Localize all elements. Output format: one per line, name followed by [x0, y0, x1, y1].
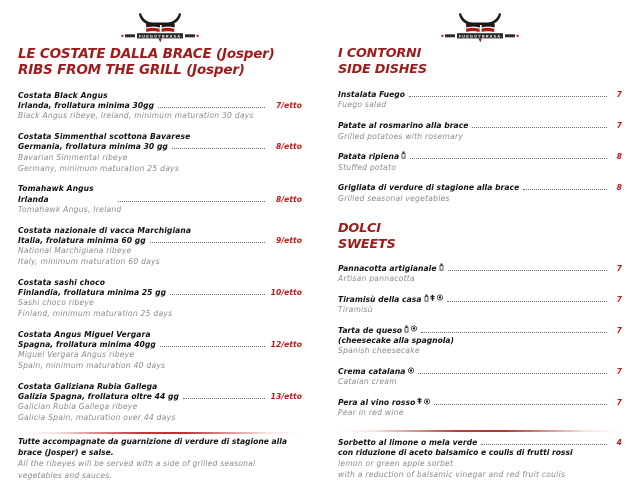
bottom-divider [20, 432, 300, 434]
item-price: 8/etto [276, 142, 302, 152]
item-price: 7 [616, 367, 622, 377]
item-price: 7 [616, 325, 622, 335]
item-description: Pear in red wine [338, 408, 404, 418]
item-name: Pannacotta artigianale [338, 263, 437, 273]
item-title: Costata Simmenthal scottona Bavarese [18, 132, 191, 142]
menu-item [338, 152, 622, 173]
item-price: 8/etto [276, 194, 302, 204]
allergen-list [439, 263, 444, 270]
menu-item [338, 398, 622, 419]
item-name: Sorbetto al limone o mela verde [338, 438, 478, 448]
item-origin-label: Irlanda [18, 194, 49, 204]
leader-dots [523, 189, 607, 190]
menu-item [18, 226, 302, 268]
item-description: Grilled seasonal vegetables [338, 193, 450, 203]
item-description: Grilled potatoes with rosemary [338, 131, 464, 141]
leader-dots [160, 346, 265, 347]
item-title: Costata Black Angus [18, 90, 108, 100]
note-english-line: All the ribeyes will be served with a side of grilled seasonal [18, 459, 256, 469]
right-column [320, 0, 640, 479]
item-price-row [338, 121, 622, 131]
item-price-row [18, 340, 302, 350]
milk-allergen-icon [439, 263, 444, 270]
item-origin-label: Finlandia, frollatura minima 25 gg [18, 287, 167, 297]
item-price: 8 [616, 183, 622, 193]
allergen-list [417, 398, 430, 405]
milk-allergen-icon [424, 294, 429, 301]
note-english-line: vegetables and sauces. [18, 470, 113, 480]
menu-item [18, 278, 302, 320]
leader-dots [410, 158, 607, 159]
item-description: with a reduction of balsamic vinegar and red fruit coulis [338, 469, 566, 479]
item-price: 7 [616, 398, 622, 408]
item-price: 7 [616, 121, 622, 131]
item-price: 9/etto [276, 235, 302, 245]
leader-dots [172, 148, 265, 149]
menu-item [338, 90, 622, 111]
item-origin-label: Galizia Spagna, frollatura oltre 44 gg [18, 392, 179, 401]
heading-english: SWEETS [338, 236, 396, 252]
menu-item [18, 382, 302, 424]
item-price: 4 [616, 438, 622, 448]
allergen-list [424, 294, 443, 301]
item-price-row [18, 195, 302, 205]
milk-allergen-icon [401, 152, 406, 159]
item-description: Tomahawk Angus, Ireland [18, 204, 122, 214]
leader-dots [158, 107, 265, 108]
bull-head-icon [437, 8, 523, 44]
left-section-heading [18, 46, 302, 79]
item-description: Catalan cream [338, 377, 397, 387]
leader-dots [118, 201, 265, 202]
item-price-row [338, 367, 622, 377]
sides-section-heading [338, 46, 622, 77]
item-price: 13/etto [270, 392, 302, 401]
item-title: Costata nazionale di vacca Marchigiana [18, 225, 192, 235]
allergen-list [404, 325, 417, 332]
item-price-row [18, 142, 302, 152]
milk-allergen-icon [404, 325, 409, 332]
item-description: Fuego salad [338, 100, 387, 110]
logo-right [338, 0, 622, 46]
item-name: Patate al rosmarino alla brace [338, 121, 469, 131]
item-description: Stuffed potato [338, 162, 397, 172]
item-price-row [18, 101, 302, 111]
menu-item [338, 326, 622, 358]
item-description: Tiramisù [338, 304, 373, 314]
sweets-section-heading [338, 221, 622, 252]
item-title: Tomahawk Angus [18, 184, 94, 194]
svg-text:FUEGOYBRASA: FUEGOYBRASA [138, 33, 182, 39]
leader-dots [472, 127, 607, 128]
leader-dots [150, 242, 265, 243]
item-description: Spanish cheesecake [338, 346, 420, 356]
leader-dots [434, 404, 607, 405]
item-name: Pera al vino rosso [338, 398, 416, 408]
item-name: Grigliata di verdure di stagione alla brace [338, 183, 520, 193]
gluten-allergen-icon [430, 294, 435, 301]
leader-dots [409, 96, 607, 97]
menu-item [18, 91, 302, 122]
item-price: 7 [616, 90, 622, 100]
note-italian-line: brace (Josper) e salse. [18, 447, 114, 457]
logo-left [18, 0, 302, 46]
item-description: Italy, minimum maturation 60 days [18, 256, 160, 266]
serving-note [18, 437, 302, 481]
item-price: 8 [616, 152, 622, 162]
item-price-row [338, 90, 622, 100]
heading-italian: I CONTORNI [338, 46, 422, 61]
item-origin-label: Germania, frollatura minima 30 gg [18, 142, 168, 152]
leader-dots [448, 270, 607, 271]
item-price: 7 [616, 294, 622, 304]
item-price: 10/etto [270, 287, 302, 297]
item-description: Finland, minimum maturation 25 days [18, 308, 173, 318]
item-price-row [338, 264, 622, 274]
menu-item [338, 121, 622, 142]
leader-dots [447, 301, 607, 302]
menu-item [338, 183, 622, 204]
item-description: Bavarian Simmental ribeye [18, 152, 128, 162]
item-name: Instalata Fuego [338, 90, 406, 100]
item-description: Artisan pannacotta [338, 273, 415, 283]
item-price-row [18, 236, 302, 246]
item-price-row [338, 326, 622, 336]
heading-italian: DOLCI [338, 221, 381, 237]
item-price-row [338, 295, 622, 305]
menu-item [338, 295, 622, 316]
item-origin-label: Irlanda, frollatura minima 30gg [18, 101, 155, 111]
egg-allergen-icon [411, 326, 417, 332]
svg-text:FUEGOYBRASA: FUEGOYBRASA [458, 33, 502, 39]
item-name: Crema catalana [338, 367, 406, 377]
heading-english: SIDE DISHES [338, 61, 427, 77]
item-description: Sashi choco ribeye [18, 298, 95, 308]
item-description: Spain, minimum maturation 40 days [18, 360, 166, 370]
leader-dots [183, 398, 265, 399]
egg-allergen-icon [437, 295, 443, 301]
item-price: 7/etto [276, 101, 302, 111]
item-subtitle-italian: (cheesecake alla spagnola) [338, 335, 454, 345]
heading-english: RIBS FROM THE GRILL (Josper) [18, 62, 245, 79]
item-name: Patata ripiena [338, 152, 400, 162]
heading-italian: LE COSTATE DALLA BRACE (Josper) [18, 46, 275, 62]
leader-dots [170, 294, 265, 295]
item-title: Costata Angus Miguel Vergara [18, 329, 151, 339]
item-subtitle-italian: con riduzione di aceto balsamico e coulis di frutti rossi [338, 448, 573, 458]
item-description: National Marchigiana ribeye [18, 246, 132, 256]
item-price-row [338, 152, 622, 162]
menu-item [18, 184, 302, 215]
leader-dots [481, 444, 607, 445]
menu-item [18, 330, 302, 372]
item-name: Tiramisù della casa [338, 294, 422, 304]
item-price-row [18, 288, 302, 298]
item-description: Black Angus ribeye, Ireland, minimum maturation 30 days [18, 111, 254, 121]
item-name: Tarta de queso [338, 325, 403, 335]
item-price-row [338, 398, 622, 408]
item-title: Costata Galiziana Rubia Gallega [18, 381, 158, 391]
item-description: Germany, minimum maturation 25 days [18, 163, 180, 173]
item-title: Costata sashi choco [18, 277, 106, 287]
bottom-divider [340, 430, 620, 432]
gluten-allergen-icon [417, 398, 422, 405]
allergen-list [408, 368, 414, 374]
item-origin-label: Spagna, frollatura minima 40gg [18, 339, 156, 349]
item-origin-label: Italia, frolatura minima 60 gg [18, 235, 146, 245]
leader-dots [418, 373, 608, 374]
item-price: 12/etto [270, 339, 302, 349]
item-description: Miguel Vergara Angus ribeye [18, 350, 135, 360]
menu-item [338, 367, 622, 388]
menu-item [338, 264, 622, 285]
item-description: Galician Rubia Gallega ribeye [18, 402, 138, 412]
menu-item-sorbet [338, 438, 622, 480]
menu-item [18, 132, 302, 174]
item-description: Galicia Spain, maturation over 44 days [18, 413, 176, 423]
left-column [0, 0, 320, 480]
item-price-row [18, 392, 302, 402]
note-italian-line: Tutte accompagnate da guarnizione di verdure di stagione alla [18, 436, 288, 446]
item-price-row [338, 438, 622, 448]
leader-dots [421, 332, 607, 333]
item-price: 7 [616, 263, 622, 273]
egg-allergen-icon [424, 398, 430, 404]
bull-head-icon [117, 8, 203, 44]
allergen-list [401, 152, 406, 159]
item-price-row [338, 183, 622, 193]
item-description: lemon or green apple sorbet [338, 458, 454, 468]
egg-allergen-icon [408, 368, 414, 374]
